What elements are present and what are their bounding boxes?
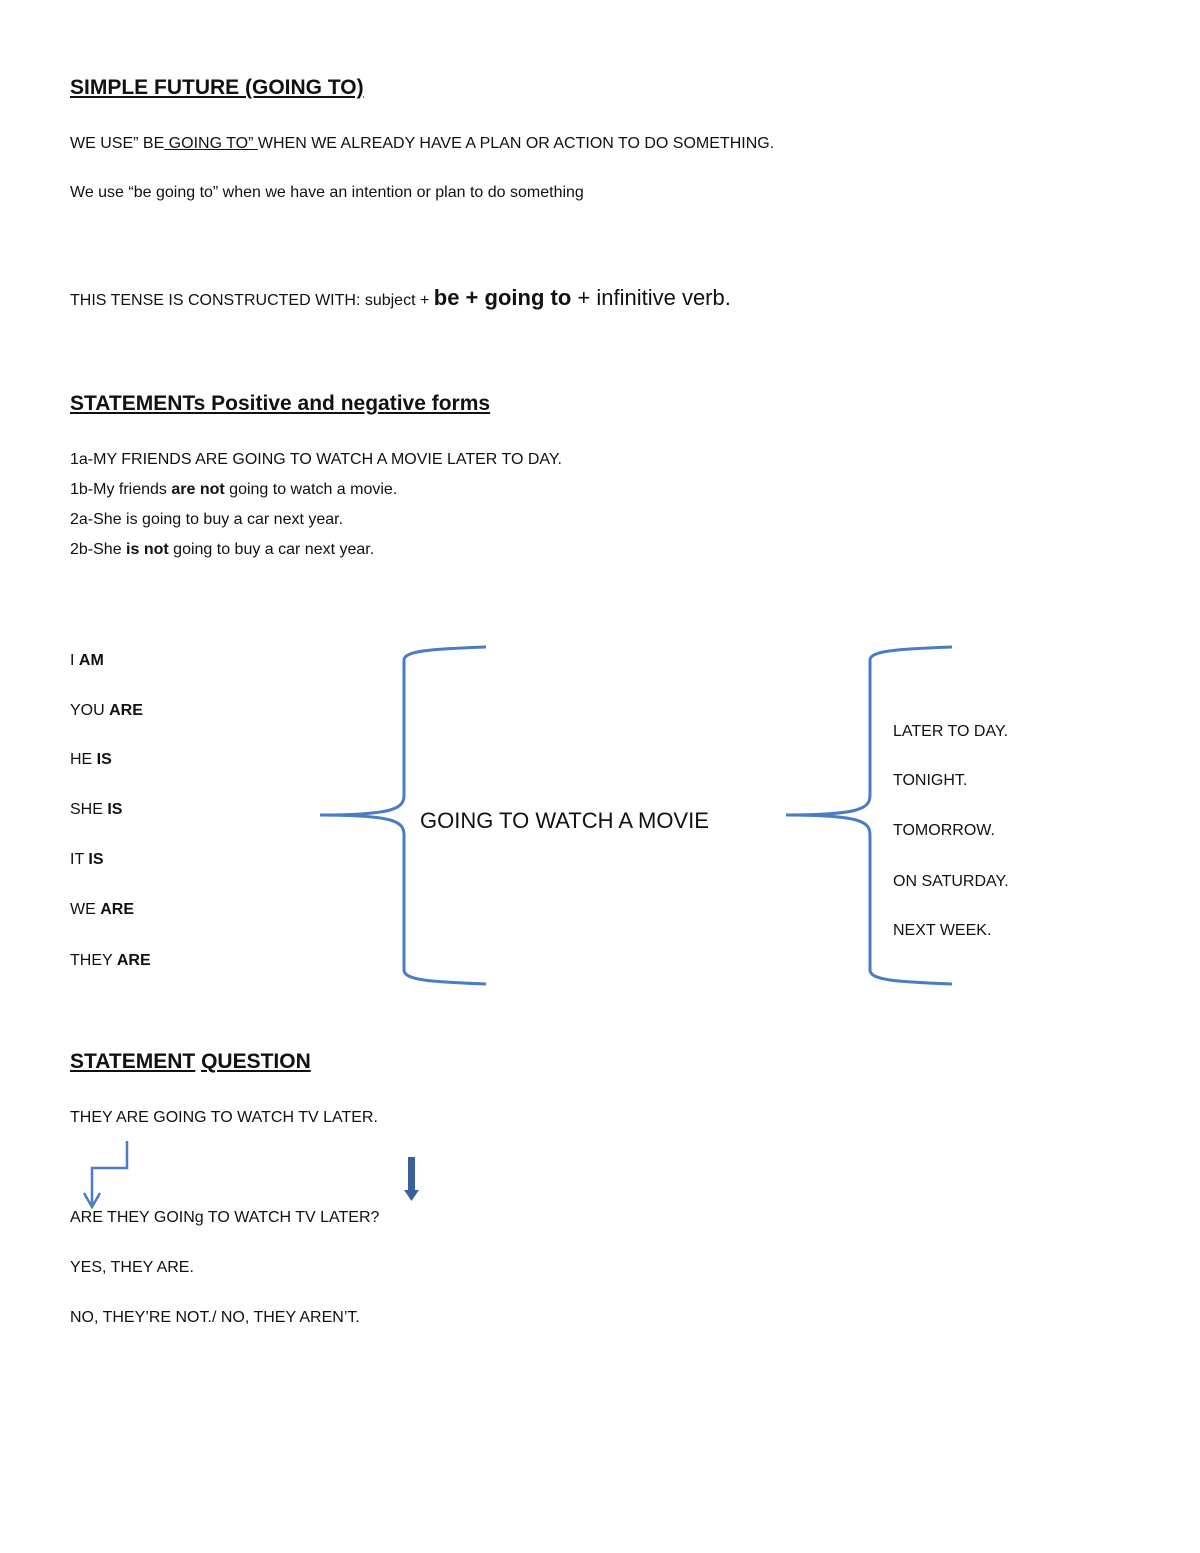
intro-line-1-underlined: GOING TO” bbox=[164, 135, 258, 152]
construction-plus: + bbox=[571, 285, 597, 310]
construction-bold: be + going to bbox=[433, 285, 572, 310]
intro-line-2: We use “be going to” when we have an intention or plan to do something bbox=[70, 184, 584, 201]
statement-2b-end: going to buy a car next year. bbox=[168, 541, 375, 558]
subject-pronoun: IT bbox=[70, 851, 89, 868]
short-answer-yes: YES, THEY ARE. bbox=[70, 1259, 194, 1276]
statement-2b-bold: is not bbox=[126, 541, 169, 558]
subject-pronoun: YOU bbox=[70, 702, 110, 719]
subject-verb: ARE bbox=[109, 702, 143, 719]
question-sentence: ARE THEY GOINg TO WATCH TV LATER? bbox=[70, 1209, 380, 1226]
intro-line-1-start: WE USE” BE bbox=[70, 135, 165, 152]
subject-pronoun: THEY bbox=[70, 952, 117, 969]
statement-2b-start: 2b-She bbox=[70, 541, 127, 558]
short-answer-no: NO, THEY’RE NOT./ NO, THEY AREN’T. bbox=[70, 1309, 360, 1326]
statement-1b-end: going to watch a movie. bbox=[224, 481, 398, 498]
statement-1b-start: 1b-My friends bbox=[70, 481, 172, 498]
subject-verb: IS bbox=[107, 801, 123, 818]
subject-pronoun: SHE bbox=[70, 801, 108, 818]
construction-tail: infinitive verb. bbox=[596, 285, 731, 310]
subject-verb: ARE bbox=[100, 901, 134, 918]
statements-heading: STATEMENTs Positive and negative forms bbox=[70, 392, 491, 415]
subject-verb: AM bbox=[78, 652, 104, 669]
elbow-arrow-icon bbox=[84, 1141, 127, 1207]
time-expression: TONIGHT. bbox=[893, 772, 968, 789]
question-heading-statement: STATEMENT bbox=[70, 1050, 196, 1073]
time-expression: NEXT WEEK. bbox=[893, 922, 992, 939]
time-expression: TOMORROW. bbox=[893, 822, 995, 839]
subject-verb: IS bbox=[88, 851, 104, 868]
intro-line-1-end: WHEN WE ALREADY HAVE A PLAN OR ACTION TO DO SOMETHING. bbox=[257, 135, 775, 152]
page-title: SIMPLE FUTURE (GOING TO) bbox=[70, 76, 364, 99]
diagram-middle-phrase: GOING TO WATCH A MOVIE bbox=[420, 808, 709, 833]
subject-pronoun: I bbox=[70, 652, 79, 669]
statement-2a: 2a-She is going to buy a car next year. bbox=[70, 511, 344, 528]
subject-verb: IS bbox=[96, 751, 112, 768]
subject-pronoun: WE bbox=[70, 901, 101, 918]
statement-1b-bold: are not bbox=[171, 481, 225, 498]
question-statement: THEY ARE GOING TO WATCH TV LATER. bbox=[70, 1109, 378, 1126]
subject-verb: ARE bbox=[116, 952, 151, 969]
question-heading-question: QUESTION bbox=[201, 1050, 311, 1073]
statement-1a: 1a-MY FRIENDS ARE GOING TO WATCH A MOVIE LATER TO DAY. bbox=[70, 451, 562, 468]
subject-pronoun: HE bbox=[70, 751, 97, 768]
down-arrow-icon bbox=[404, 1157, 419, 1201]
time-expression: LATER TO DAY. bbox=[893, 723, 1009, 740]
time-expression: ON SATURDAY. bbox=[893, 873, 1009, 890]
construction-lead: THIS TENSE IS CONSTRUCTED WITH: subject + bbox=[70, 292, 434, 309]
